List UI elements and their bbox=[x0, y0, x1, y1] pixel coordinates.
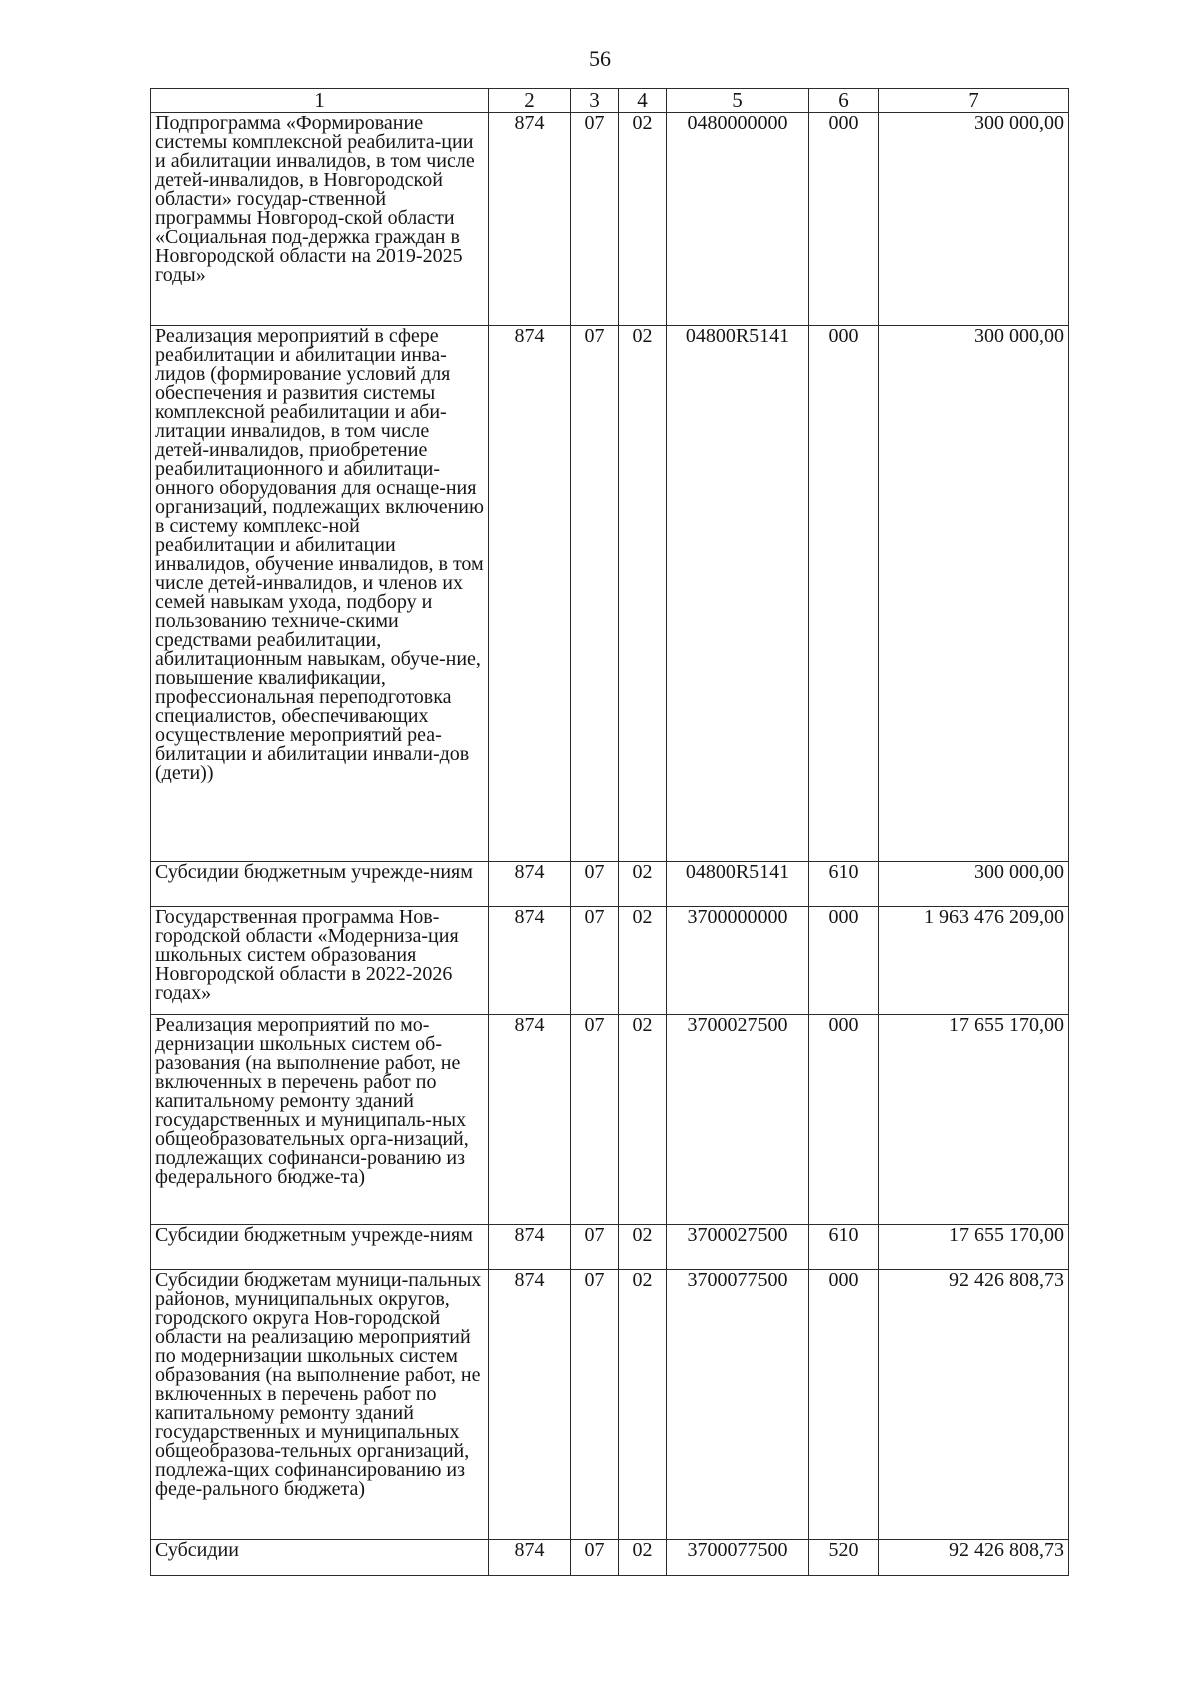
header-cell: 1 bbox=[151, 89, 489, 113]
header-cell: 4 bbox=[619, 89, 667, 113]
cell-code-6: 000 bbox=[809, 113, 879, 326]
cell-code-5: 3700027500 bbox=[667, 1225, 809, 1270]
cell-amount: 300 000,00 bbox=[879, 862, 1069, 907]
cell-code-2: 874 bbox=[489, 326, 571, 862]
cell-code-6: 000 bbox=[809, 1270, 879, 1540]
table-row bbox=[151, 1015, 1069, 1225]
header-cell: 7 bbox=[879, 89, 1069, 113]
cell-code-4: 02 bbox=[619, 326, 667, 862]
cell-code-4: 02 bbox=[619, 1015, 667, 1225]
cell-code-3: 07 bbox=[571, 1270, 619, 1540]
cell-code-3: 07 bbox=[571, 326, 619, 862]
cell-code-6: 000 bbox=[809, 1015, 879, 1225]
cell-code-3: 07 bbox=[571, 1540, 619, 1576]
cell-code-3: 07 bbox=[571, 1225, 619, 1270]
cell-amount: 92 426 808,73 bbox=[879, 1270, 1069, 1540]
cell-amount: 300 000,00 bbox=[879, 113, 1069, 326]
cell-code-4: 02 bbox=[619, 1540, 667, 1576]
row-name: Подпрограмма «Формирование системы комплексной реабилита-ции и абилитации инвалидов, в том числе детей-инвалидов, в Новгородской области» государ-ственной программы Новгород-ской области «Социальная под-держка граждан в Новгородской области на 2019-2025 годы» bbox=[151, 113, 489, 326]
cell-code-4: 02 bbox=[619, 907, 667, 1015]
header-row bbox=[151, 89, 1069, 113]
cell-code-6: 000 bbox=[809, 326, 879, 862]
table-row bbox=[151, 326, 1069, 862]
header-cell: 3 bbox=[571, 89, 619, 113]
cell-amount: 92 426 808,73 bbox=[879, 1540, 1069, 1576]
row-name: Субсидии бюджетным учрежде-ниям bbox=[151, 1225, 489, 1270]
cell-code-4: 02 bbox=[619, 1270, 667, 1540]
cell-code-4: 02 bbox=[619, 862, 667, 907]
cell-code-2: 874 bbox=[489, 907, 571, 1015]
table-row bbox=[151, 1540, 1069, 1576]
row-name: Реализация мероприятий по мо-дернизации школьных систем об-разования (на выполнение работ, не включенных в перечень работ по капитальному ремонту зданий государственных и муниципаль-ных общеобразовательных орга-низаций, подлежащих софинанси-рованию из федерального бюдже-та) bbox=[151, 1015, 489, 1225]
cell-code-5: 3700077500 bbox=[667, 1270, 809, 1540]
cell-code-2: 874 bbox=[489, 1270, 571, 1540]
table-row bbox=[151, 1270, 1069, 1540]
row-name: Субсидии бюджетам муници-пальных районов, муниципальных округов, городского округа Нов-городской области на реализацию мероприятий по модернизации школьных систем образования (на выполнение работ, не включенных в перечень работ по капитальному ремонту зданий государственных и муниципальных общеобразова-тельных организаций, подлежа-щих софинансированию из феде-рального бюджета) bbox=[151, 1270, 489, 1540]
cell-code-2: 874 bbox=[489, 1540, 571, 1576]
cell-amount: 1 963 476 209,00 bbox=[879, 907, 1069, 1015]
cell-code-6: 610 bbox=[809, 862, 879, 907]
row-name: Субсидии bbox=[151, 1540, 489, 1576]
cell-code-2: 874 bbox=[489, 1225, 571, 1270]
cell-code-2: 874 bbox=[489, 862, 571, 907]
cell-code-5: 0480000000 bbox=[667, 113, 809, 326]
cell-code-2: 874 bbox=[489, 113, 571, 326]
cell-code-5: 3700027500 bbox=[667, 1015, 809, 1225]
table-row bbox=[151, 1225, 1069, 1270]
cell-code-2: 874 bbox=[489, 1015, 571, 1225]
header-cell: 5 bbox=[667, 89, 809, 113]
cell-code-6: 520 bbox=[809, 1540, 879, 1576]
cell-code-5: 04800R5141 bbox=[667, 326, 809, 862]
cell-amount: 17 655 170,00 bbox=[879, 1015, 1069, 1225]
header-cell: 6 bbox=[809, 89, 879, 113]
cell-code-4: 02 bbox=[619, 113, 667, 326]
table-row bbox=[151, 113, 1069, 326]
table-row bbox=[151, 907, 1069, 1015]
cell-code-5: 3700000000 bbox=[667, 907, 809, 1015]
header-cell: 2 bbox=[489, 89, 571, 113]
cell-code-6: 000 bbox=[809, 907, 879, 1015]
page-number: 56 bbox=[589, 46, 611, 71]
cell-code-3: 07 bbox=[571, 1015, 619, 1225]
row-name: Субсидии бюджетным учрежде-ниям bbox=[151, 862, 489, 907]
cell-code-4: 02 bbox=[619, 1225, 667, 1270]
cell-code-5: 3700077500 bbox=[667, 1540, 809, 1576]
table-row bbox=[151, 862, 1069, 907]
budget-table bbox=[150, 88, 1069, 1576]
cell-code-3: 07 bbox=[571, 113, 619, 326]
cell-code-3: 07 bbox=[571, 862, 619, 907]
cell-code-3: 07 bbox=[571, 907, 619, 1015]
cell-code-5: 04800R5141 bbox=[667, 862, 809, 907]
row-name: Государственная программа Нов-городской области «Модерниза-ция школьных систем образования Новгородской области в 2022-2026 годах» bbox=[151, 907, 489, 1015]
cell-code-6: 610 bbox=[809, 1225, 879, 1270]
cell-amount: 300 000,00 bbox=[879, 326, 1069, 862]
cell-amount: 17 655 170,00 bbox=[879, 1225, 1069, 1270]
row-name: Реализация мероприятий в сфере реабилитации и абилитации инва-лидов (формирование условий для обеспечения и развития системы комплексной реабилитации и аби-литации инвалидов, в том числе детей-инвалидов, приобретение реабилитационного и абилитаци-онного оборудования для оснаще-ния организаций, подлежащих включению в систему комплекс-ной реабилитации и абилитации инвалидов, обучение инвалидов, в том числе детей-инвалидов, и членов их семей навыкам ухода, подбору и пользованию техниче-скими средствами реабилитации, абилитационным навыкам, обуче-ние, повышение квалификации, профессиональная переподготовка специалистов, обеспечивающих осуществление мероприятий реа-билитации и абилитации инвали-дов (дети)) bbox=[151, 326, 489, 862]
